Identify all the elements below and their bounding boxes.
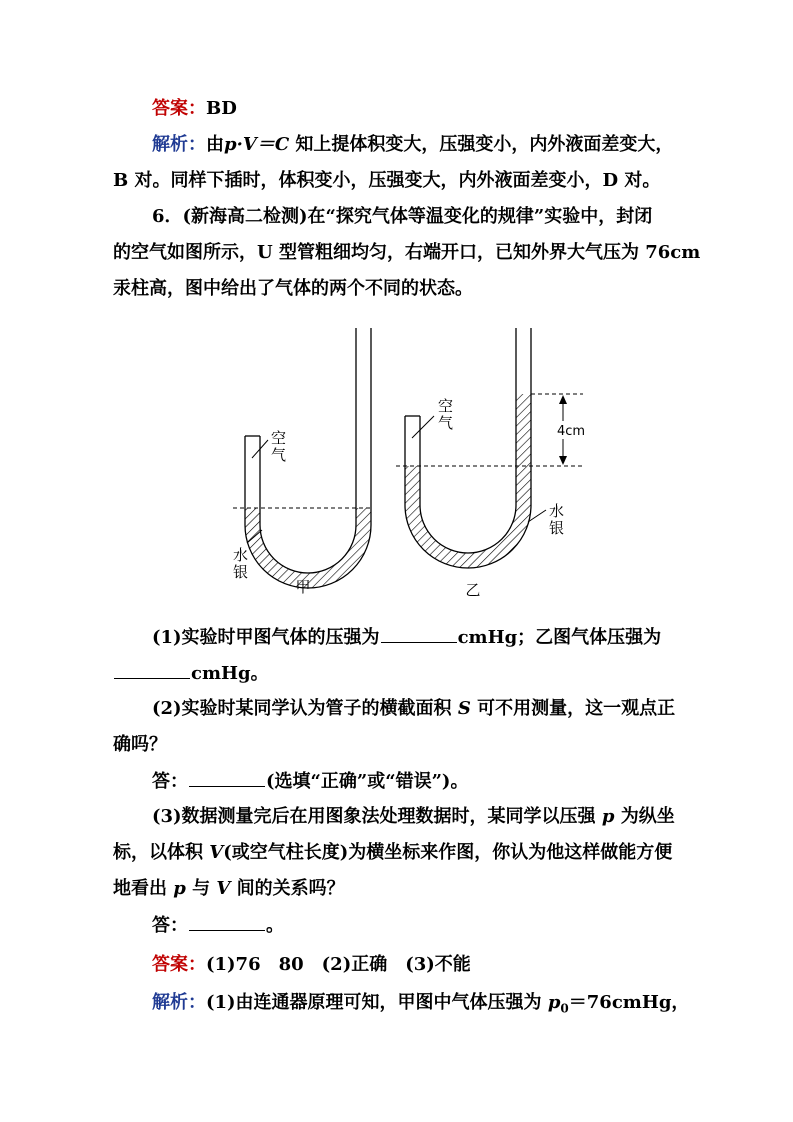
sub1-line-1 [152, 626, 661, 649]
answer-label: 答案： [152, 98, 206, 119]
ans3-label: 答： [152, 915, 188, 936]
right-mercury [405, 394, 531, 568]
analysis-pre: 由 [206, 134, 224, 155]
left-caption: 甲 [295, 578, 311, 596]
sub1-text-a: (1)实验时甲图气体的压强为 [152, 627, 380, 648]
sub1-text-c: cmHg。 [191, 663, 269, 684]
analysis2-rest: ＝76cmHg， [568, 992, 690, 1013]
sub3-line-3 [113, 878, 345, 900]
analysis-rest: 知上提体积变大，压强变小，内外液面差变大， [289, 134, 674, 155]
formula-c: ＝C [256, 134, 290, 155]
left-mercury [245, 508, 371, 588]
sub3-v: V [209, 842, 224, 863]
sub3-text-b: 为纵坐 [614, 806, 675, 827]
sub1-text-b: cmHg；乙图气体压强为 [457, 627, 662, 648]
sub3-v2: V [216, 878, 231, 899]
sub3-line-1 [152, 806, 675, 828]
blank-3[interactable] [189, 770, 265, 787]
blank-2[interactable] [114, 662, 190, 679]
sub3-p2: p [173, 878, 186, 899]
analysis2-text: (1)由连通器原理可知，甲图中气体压强为 [206, 992, 548, 1013]
answer-text: BD [206, 98, 237, 119]
height-label: 4cm [556, 424, 586, 439]
ans2-label: 答： [152, 771, 188, 792]
question-line-3: 汞柱高，图中给出了气体的两个不同的状态。 [113, 278, 473, 299]
sub3-text-c: 标，以体积 [113, 842, 210, 863]
question-line-2: 的空气如图所示，U 型管粗细均匀，右端开口，已知外界大气压为 76cm [113, 242, 701, 263]
analysis2-sub: 0 [560, 1001, 569, 1016]
sub3-text-g: 间的关系吗？ [230, 878, 345, 899]
blank-4[interactable] [189, 914, 265, 931]
sub3-line-2 [113, 842, 672, 864]
right-u-tube [396, 328, 585, 599]
left-u-tube [231, 328, 372, 596]
right-air-leader [412, 416, 434, 438]
sub2-line-1 [152, 698, 675, 720]
sub3-p: p [601, 806, 615, 827]
left-mercury-label: 水银 [231, 547, 249, 581]
blank-1[interactable] [381, 626, 457, 643]
analysis2-label: 解析： [152, 992, 206, 1013]
right-air-label: 空气 [436, 398, 454, 432]
formula: p·V [224, 134, 257, 155]
ans2-line [152, 770, 468, 793]
analysis-label: 解析： [152, 134, 206, 155]
ans3-line [152, 914, 284, 937]
sub1-line-2 [113, 662, 269, 685]
analysis-line-2: B 对。同样下插时，体积变小，压强变大，内外液面差变小，D 对。 [113, 170, 661, 191]
sub3-text-d: (或空气柱长度)为横坐标来作图，你认为他这样做能方便 [223, 842, 673, 863]
sub2-s: S [457, 698, 471, 719]
sub3-text-f: 与 [185, 878, 217, 899]
right-caption: 乙 [465, 581, 481, 599]
sub3-text-e: 地看出 [113, 878, 174, 899]
answer2-text: (1)76 80 (2)正确 (3)不能 [206, 954, 471, 975]
question-line-1: 6．(新海高二检测)在“探究气体等温变化的规律”实验中，封闭 [152, 206, 653, 227]
left-air-label: 空气 [269, 430, 287, 464]
answer2-label: 答案： [152, 954, 206, 975]
right-mercury-label: 水银 [547, 503, 565, 537]
sub2-line-2: 确吗？ [113, 734, 167, 755]
sub2-text-b: 可不用测量，这一观点正 [470, 698, 676, 719]
sub2-text-a: (2)实验时某同学认为管子的横截面积 [152, 698, 458, 719]
sub3-text-a: (3)数据测量完后在用图象法处理数据时，某同学以压强 [152, 806, 602, 827]
analysis2-p: p [547, 992, 561, 1013]
ans2-text: (选填“正确”或“错误”)。 [266, 771, 469, 792]
answer-line-2 [152, 954, 471, 976]
ans3-text: 。 [266, 915, 284, 936]
analysis-line-3 [152, 992, 689, 1020]
